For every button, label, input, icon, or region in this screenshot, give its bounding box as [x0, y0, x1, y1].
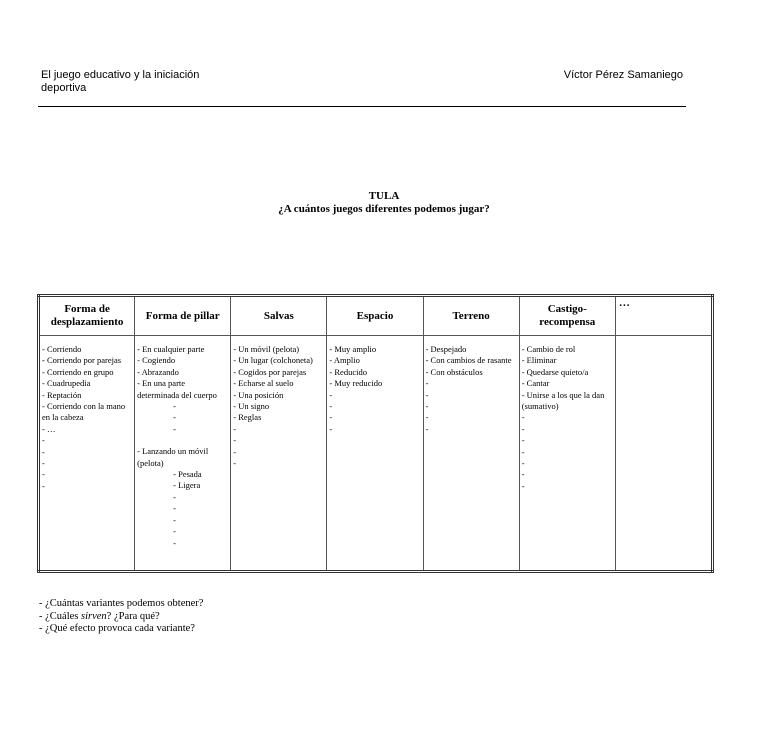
list-item: - … [42, 423, 56, 434]
header-salvas: Salvas [231, 296, 327, 336]
question-1: - ¿Cuántas variantes podemos obtener? [39, 598, 204, 609]
list-item: - Reglas [233, 412, 262, 423]
cell-castigo-recompensa [519, 336, 615, 572]
list-item: - Pesada [173, 469, 202, 480]
list-item: - [425, 401, 429, 412]
header-left [41, 69, 241, 95]
question-2-end: ? ¿Para qué? [106, 610, 160, 622]
list-item: - Reptación [42, 389, 82, 400]
list-item: - En una parte determinada del cuerpo [137, 378, 217, 400]
list-item: - [173, 526, 176, 537]
header-more: … [615, 296, 712, 336]
games-table [37, 294, 714, 573]
header-forma-desplazamiento: Forma de desplazamiento [39, 296, 135, 336]
header-left-line2: deportiva [41, 82, 87, 94]
list-item: - Un lugar (colchoneta) [233, 355, 313, 366]
list-item: - [173, 491, 176, 502]
cell-more [615, 336, 712, 572]
list-item: - [42, 480, 45, 491]
list-item: - [42, 446, 45, 457]
list-item: - Cogiendo [137, 355, 176, 366]
spacer [137, 435, 228, 446]
list-item: - [425, 389, 429, 400]
list-item: - En cualquier parte [137, 344, 205, 354]
list-item: - Un móvil (pelota) [233, 344, 300, 354]
title-main: TULA [368, 190, 400, 202]
list-item: - Eliminar [521, 355, 557, 366]
cell-forma-pillar [135, 336, 231, 572]
list-item: - [521, 469, 525, 480]
list-item: - [521, 446, 525, 457]
title-block [0, 190, 768, 216]
title-subtitle: ¿A cuántos juegos diferentes podemos jugar? [278, 203, 490, 215]
cell-terreno [423, 336, 519, 572]
list-item: - [233, 446, 237, 457]
questions-list [39, 598, 203, 636]
header-forma-pillar: Forma de pillar [135, 296, 231, 336]
list-item: - Corriendo [42, 344, 82, 354]
list-item: - [173, 423, 176, 434]
list-item: - [521, 458, 525, 469]
list-item: - [173, 401, 176, 412]
list-item: - Corriendo en grupo [42, 366, 114, 377]
list-item: - [521, 435, 525, 446]
list-item: - Muy reducido [329, 378, 383, 389]
list-item: - [521, 423, 525, 434]
cell-forma-desplazamiento [39, 336, 135, 572]
list-item: - [42, 469, 45, 480]
list-item: - Abrazando [137, 366, 179, 377]
list-item: - [173, 537, 176, 548]
cell-salvas [231, 336, 327, 572]
list-item: - Lanzando un móvil (pelota) [137, 446, 209, 468]
question-2-start: - ¿Cuáles [39, 610, 81, 622]
list-item: - Despejado [425, 344, 467, 354]
cell-espacio [327, 336, 423, 572]
header-author: Víctor Pérez Samaniego [563, 69, 683, 81]
table-row [39, 336, 713, 572]
header-left-line1: El juego educativo y la iniciación [41, 69, 200, 81]
list-item: - [233, 458, 237, 469]
list-item: - [425, 378, 429, 389]
list-item: - Cambio de rol [521, 344, 576, 354]
list-item: - Corriendo por parejas [42, 355, 122, 366]
list-item: - [42, 458, 45, 469]
list-item: - Unirse a los que la dan (sumativo) [521, 389, 605, 412]
list-item: - Ligera [173, 480, 201, 491]
list-item: - Cuadrupedia [42, 378, 91, 389]
header-rule [38, 106, 686, 107]
list-item: - Un signo [233, 401, 270, 412]
list-item: - [329, 423, 333, 434]
header-terreno: Terreno [423, 296, 519, 336]
list-item: - Muy amplio [329, 344, 377, 354]
list-item: - [329, 412, 333, 423]
list-item: - [425, 412, 429, 423]
list-item: - [173, 412, 176, 423]
list-item: - [233, 423, 237, 434]
list-item: - [329, 401, 333, 412]
list-item: - Echarse al suelo [233, 378, 294, 389]
list-item: - [173, 503, 176, 514]
list-item: - [425, 423, 429, 434]
list-item: - [521, 412, 525, 423]
list-item: - Amplio [329, 355, 360, 366]
question-2-italic: sirven [81, 610, 107, 622]
list-item: - Cantar [521, 378, 550, 389]
header-castigo-recompensa: Castigo-recompensa [519, 296, 615, 336]
list-item: - [173, 514, 176, 525]
list-item: - Cogidos por parejas [233, 366, 307, 377]
question-3: - ¿Qué efecto provoca cada variante? [39, 623, 195, 634]
list-item: - [329, 389, 333, 400]
list-item: - Con cambios de rasante [425, 355, 512, 366]
list-item: - Quedarse quieto/a [521, 366, 589, 377]
question-2 [39, 611, 203, 624]
header-espacio: Espacio [327, 296, 423, 336]
list-item: - [42, 435, 45, 446]
list-item: - [233, 435, 237, 446]
list-item: - Con obstáculos [425, 366, 483, 377]
list-item: - Reducido [329, 366, 367, 377]
list-item: - Una posición [233, 389, 284, 400]
table-header-row [39, 296, 713, 336]
list-item: - [521, 480, 525, 491]
list-item: - Corriendo con la mano en la cabeza [42, 401, 126, 423]
